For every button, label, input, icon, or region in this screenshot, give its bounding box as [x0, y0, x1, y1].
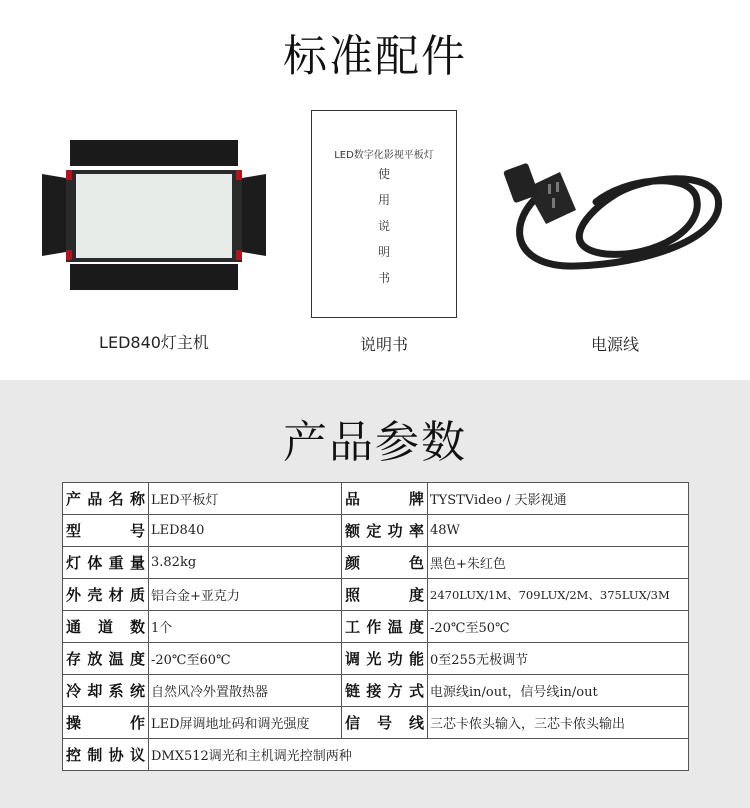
cable-caption: 电源线: [590, 335, 639, 354]
manual-char: 用: [377, 193, 390, 207]
param-key: 存 放 温 度: [66, 650, 145, 668]
table-row: [63, 675, 689, 707]
table-row: [63, 707, 689, 739]
param-key: 链 接 方 式: [345, 682, 424, 700]
param-value: 48W: [428, 515, 689, 547]
accessories-title: 标准配件: [283, 31, 467, 82]
param-value: 黑色+朱红色: [428, 547, 689, 579]
manual-char: 使: [377, 167, 390, 181]
param-key: 照 度: [345, 586, 424, 604]
param-key: 操 作: [66, 714, 145, 732]
param-value: DMX512调光和主机调光控制两种: [149, 739, 689, 771]
manual-title: LED数字化影视平板灯: [334, 150, 434, 161]
table-row: [63, 547, 689, 579]
parameters-table: [62, 482, 689, 771]
param-value: 三芯卡侬头输入，三芯卡侬头输出: [428, 707, 689, 739]
param-value: LED840: [149, 515, 342, 547]
param-value: 2470LUX/1M、709LUX/2M、375LUX/3M: [428, 579, 689, 611]
param-key: 通 道 数: [66, 618, 145, 636]
led-caption: LED840灯主机: [99, 333, 209, 352]
param-value: -20℃至60℃: [149, 643, 342, 675]
param-key: 品 牌: [345, 490, 424, 508]
param-key: 产 品 名 称: [66, 490, 145, 508]
param-key: 型 号: [66, 522, 145, 540]
accessories-section: [0, 0, 750, 380]
param-key: 外 壳 材 质: [66, 586, 145, 604]
param-key: 冷 却 系 统: [66, 682, 145, 700]
param-value: 自然风冷外置散热器: [149, 675, 342, 707]
param-key: 控 制 协 议: [66, 746, 145, 764]
param-key: 调 光 功 能: [345, 650, 424, 668]
param-value: 电源线in/out，信号线in/out: [428, 675, 689, 707]
param-value: TYSTVideo / 天影视通: [428, 483, 689, 515]
param-key: 灯 体 重 量: [66, 554, 145, 572]
param-key: 工 作 温 度: [345, 618, 424, 636]
param-key: 信 号 线: [345, 714, 424, 732]
power-cable-image: [496, 158, 734, 278]
table-row: [63, 483, 689, 515]
param-value: 3.82kg: [149, 547, 342, 579]
param-value: LED屏调地址码和调光强度: [149, 707, 342, 739]
param-key: 额 定 功 率: [345, 522, 424, 540]
parameters-title: 产品参数: [283, 417, 467, 468]
manual-char: 说: [377, 219, 390, 233]
led-panel-image: [42, 140, 266, 290]
param-value: LED平板灯: [149, 483, 342, 515]
table-row: [63, 611, 689, 643]
table-row: [63, 739, 689, 771]
param-key: 颜 色: [345, 554, 424, 572]
table-row: [63, 579, 689, 611]
manual-char: 明: [377, 245, 390, 259]
param-value: 1个: [149, 611, 342, 643]
manual-image: [311, 110, 457, 318]
table-row: [63, 515, 689, 547]
manual-char: 书: [377, 271, 390, 285]
param-value: 0至255无极调节: [428, 643, 689, 675]
param-value: 铝合金+亚克力: [149, 579, 342, 611]
param-value: -20℃至50℃: [428, 611, 689, 643]
manual-caption: 说明书: [359, 335, 408, 354]
table-row: [63, 643, 689, 675]
